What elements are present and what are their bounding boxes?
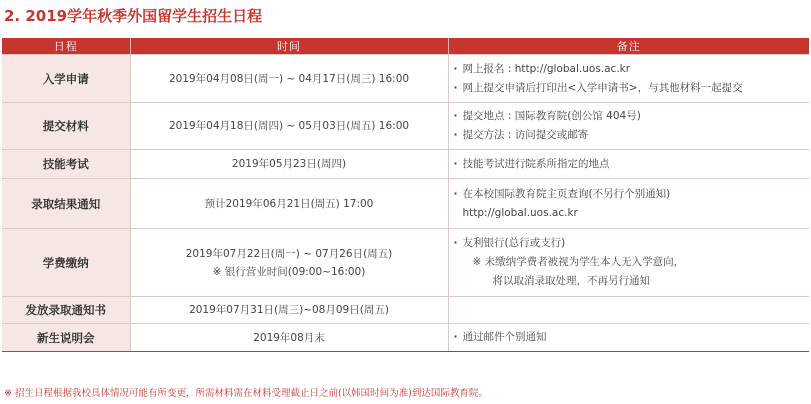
table-row [2,324,809,352]
header-row [2,38,809,55]
table-row [2,150,809,179]
note-item: · 提交方法 : 访问提交或邮寄 [463,126,810,145]
header-date: 日程 [2,38,130,55]
row-time [130,179,448,229]
row-notes [448,297,809,324]
time-line: 2019年07月22日(周一) ~ 07月26日(周五) [185,247,393,260]
row-label: 学费缴纳 [2,229,130,297]
row-label: 入学申请 [2,55,130,103]
row-time [130,103,448,150]
table-row [2,103,809,150]
note-item: · 网上报名 : http://global.uos.ac.kr [463,60,810,79]
note-url: http://global.uos.ac.kr [462,206,578,219]
note-item: · 友利银行(总行或支行) [463,234,810,253]
row-notes [448,324,809,352]
note-item: · 通过邮件个别通知 [463,328,810,347]
time-line: 预计2019年06月21日(周五) 17:00 [204,197,374,210]
row-notes [448,229,809,297]
footnote: ※ 招生日程根据我校具体情况可能有所变更，所需材料需在材料受理截止日之前(以韩国时间为准)到达国际教育院。 [4,388,488,399]
row-notes [448,150,809,179]
row-label: 发放录取通知书 [2,297,130,324]
time-line: 2019年04月18日(周四) ~ 05月03日(周五) 16:00 [168,120,410,132]
time-line: 2019年04月08日(周一) ~ 04月17日(周三) 16:00 [168,72,410,85]
row-notes [448,103,809,150]
note-item: · 技能考试进行院系所指定的地点 [463,155,810,174]
row-time [130,55,448,103]
note-warning-cont: 将以取消录取处理，不再另行通知 [492,275,650,287]
row-notes [448,55,809,103]
time-line: 2019年07月31日(周三)~08月09日(周五) [189,304,389,316]
page-title: 2. 2019学年秋季外国留学生招生日程 [4,7,263,25]
row-time [130,150,448,179]
table-row [2,229,809,297]
row-label: 提交材料 [2,103,130,150]
row-time [130,297,448,324]
row-time [130,229,448,297]
schedule-table [2,38,809,352]
row-label: 新生说明会 [2,324,130,352]
table-row [2,55,809,103]
row-label: 技能考试 [2,150,130,179]
time-note: ※ 银行营业时间(09:00~16:00) [212,265,366,278]
row-time [130,324,448,352]
time-line: 2019年08月末 [253,331,325,344]
note-item: · 网上提交申请后打印出<入学申请书>，与其他材料一起提交 [463,79,810,98]
note-warning: ※ 未缴纳学费者被视为学生本人无入学意向， [472,256,685,268]
note-item: · 提交地点 : 国际教育院(创公馆 404号) [463,107,810,126]
row-notes [448,179,809,229]
header-time: 时间 [130,38,448,55]
note-item: · 在本校国际教育院主页查询(不另行个别通知) [463,185,810,204]
time-line: 2019年05月23日(周四) [231,158,347,170]
table-row [2,297,809,324]
table-row [2,179,809,229]
header-notes: 备注 [448,38,809,55]
row-label: 录取结果通知 [2,179,130,229]
